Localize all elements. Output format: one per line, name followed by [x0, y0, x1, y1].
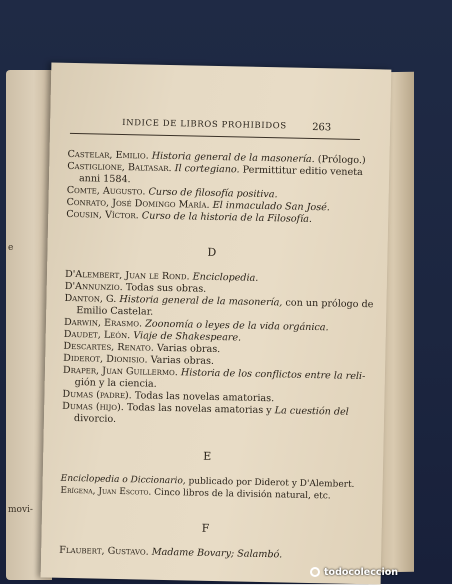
header-rule — [70, 133, 360, 140]
index-entry-continuation: divorcio. — [73, 413, 117, 425]
index-entry: Daudet, León. Viaje de Shakespeare. — [63, 328, 242, 344]
index-entry: Danton, G. Historia general de la masonería, con un prólogo de — [64, 292, 374, 311]
index-entry: Descartes, Renato. Varias obras. — [63, 340, 221, 356]
index-entry: Castiglione, Baltasar. Il cortegiano. Permittitur editio veneta — [67, 160, 363, 179]
index-entry: Conrato, José Domingo María. El inmaculado San José. — [66, 196, 331, 214]
index-entry-continuation: gión y la ciencia. — [74, 377, 157, 390]
index-entry-continuation: Emilio Castelar. — [76, 305, 154, 318]
index-entry: Draper, Juan Guillermo. Historia de los conflictos entre la reli- — [62, 364, 366, 383]
running-header: INDICE DE LIBROS PROHIBIDOS — [122, 117, 287, 132]
left-page-fragment: e — [8, 243, 14, 253]
left-page-fragment: movi- — [8, 505, 33, 515]
section-letter: D — [207, 245, 218, 260]
index-entry: Flaubert, Gustavo. Madame Bovary; Salambó. — [59, 544, 283, 561]
index-entry: Castelar, Emilio. Historia general de la masonería. (Prólogo.) — [67, 148, 366, 167]
page-number: 263 — [312, 121, 332, 134]
index-entry: Darwin, Erasmo. Zoonomía o leyes de la vida orgánica. — [63, 316, 329, 334]
index-entry: Erígena, Juan Escoto. Cinco libros de la división natural, etc. — [60, 485, 331, 502]
index-entry: Cousin, Víctor. Curso de la historia de la Filosofía. — [66, 208, 313, 225]
index-entry: D'Alembert, Juan le Rond. Enciclopedia. — [64, 268, 259, 284]
index-entry: D'Annunzio. Todas sus obras. — [64, 280, 207, 295]
index-entry: Dumas (padre). Todas las novelas amatorias. — [62, 388, 275, 405]
watermark-logo-icon — [310, 567, 320, 577]
watermark: todocoleccion — [324, 567, 399, 578]
book-page — [41, 62, 392, 584]
index-entry: Diderot, Dionisio. Varias obras. — [63, 352, 215, 367]
section-letter: F — [201, 521, 211, 535]
index-entry: Dumas (hijo). Todas las novelas amatorias y La cuestión del — [62, 400, 349, 418]
index-entry-continuation: anni 1584. — [78, 173, 131, 186]
index-entry: Comte, Augusto. Curso de filosofía positiva. — [66, 184, 278, 201]
section-letter: E — [203, 449, 213, 463]
index-entry: Enciclopedia o Diccionario, publicado por Diderot y D'Alembert. — [60, 473, 355, 490]
